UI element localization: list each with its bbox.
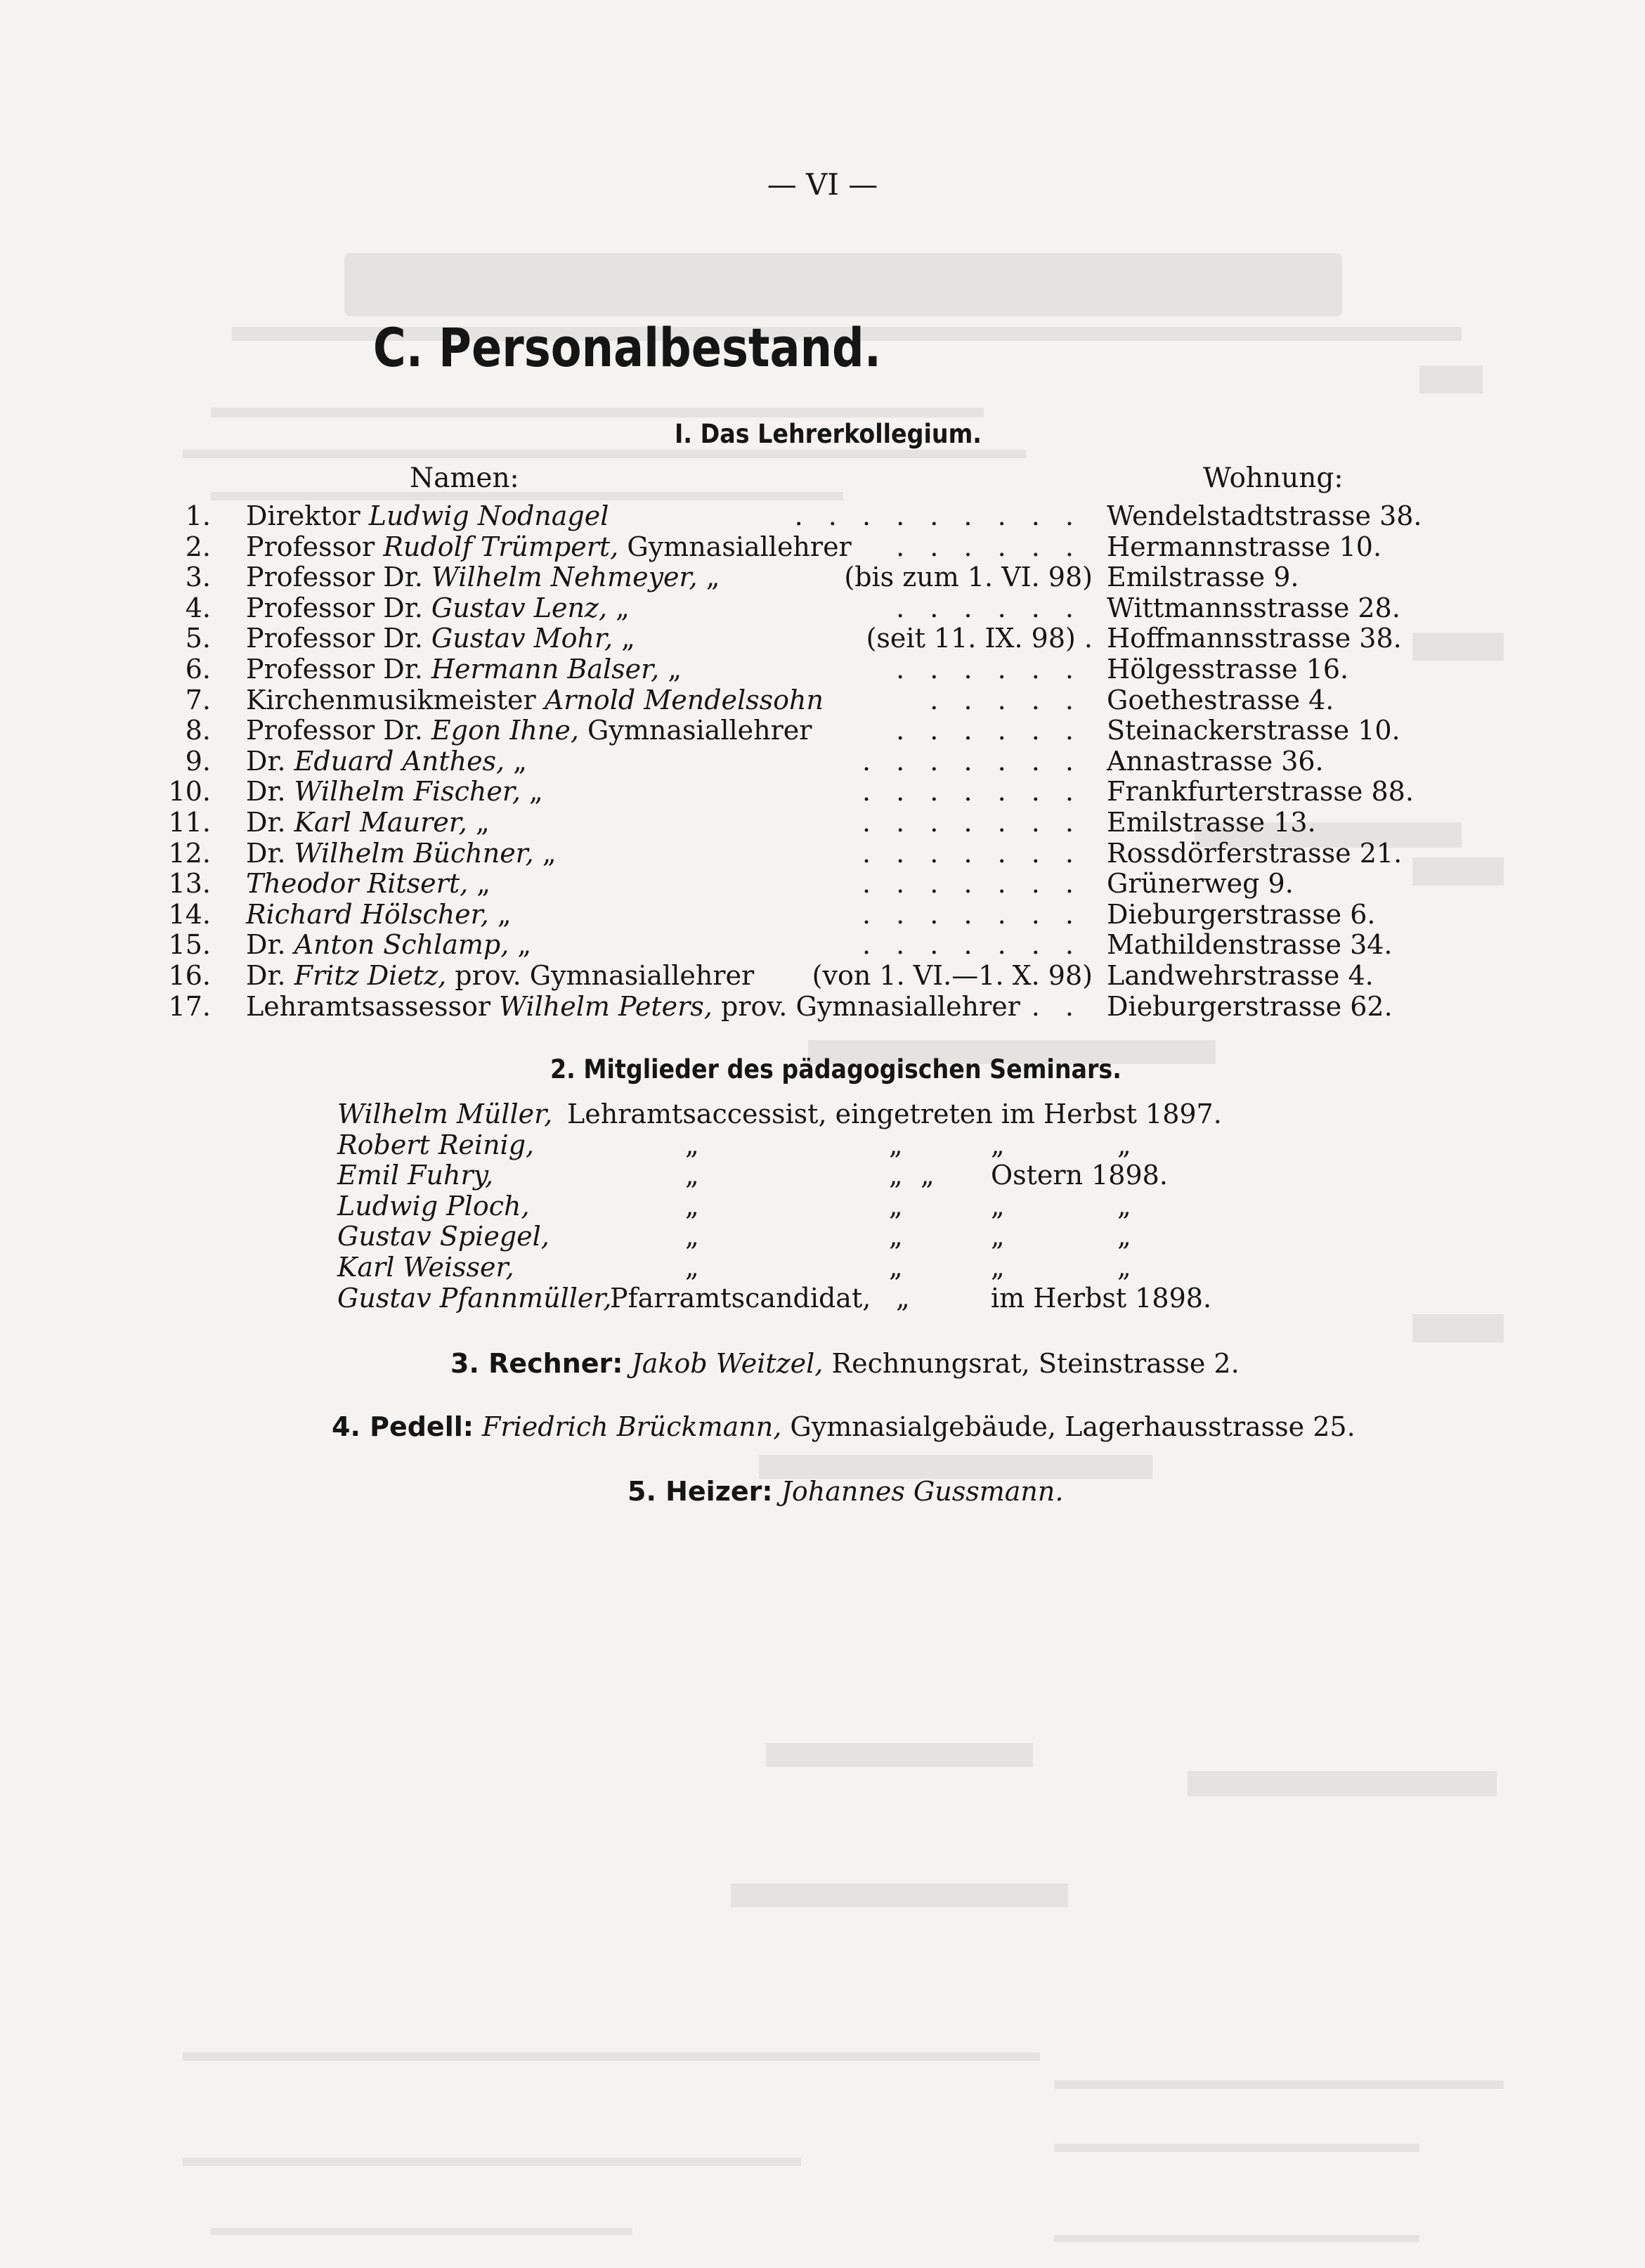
staff-name: Wilhelm Nehmeyer, (431, 562, 698, 593)
page-title: C. Personalbestand. (372, 316, 882, 379)
staff-role: prov. Gymnasiallehrer (455, 960, 755, 991)
staff-row (0, 838, 1645, 869)
staff-entry (246, 746, 527, 777)
staff-number: 4. (185, 592, 211, 623)
caretaker-details: Gymnasialgebäude, Lagerhausstrasse 25. (790, 1411, 1355, 1442)
staff-address: Emilstrasse 9. (1107, 562, 1299, 593)
seminar-detail: Pfarramtscandidat, (610, 1282, 871, 1314)
staff-title: Dr. (246, 745, 286, 777)
staff-address: Hermannstrasse 10. (1107, 531, 1382, 562)
staff-title: Dr. (246, 929, 286, 961)
seminar-detail: „ (685, 1190, 699, 1222)
staff-row (0, 685, 1645, 715)
staff-note: (seit 11. IX. 98) . (866, 623, 1093, 654)
staff-name: Gustav Mohr, (431, 623, 613, 654)
staff-row (0, 807, 1645, 838)
staff-address: Emilstrasse 13. (1107, 807, 1316, 838)
staff-address: Grünerweg 9. (1107, 868, 1294, 900)
staff-address: Dieburgerstrasse 6. (1107, 898, 1376, 930)
seminar-member-name: Emil Fuhry, (337, 1160, 494, 1191)
seminar-member-name: Wilhelm Müller, (337, 1099, 553, 1129)
staff-name: Anton Schlamp, (294, 929, 509, 961)
staff-title: Lehramtsassessor (246, 990, 491, 1022)
staff-role: prov. Gymnasiallehrer (720, 990, 1020, 1022)
staff-title: Professor (246, 531, 375, 562)
staff-role: „ (621, 623, 635, 654)
staff-role: „ (529, 776, 543, 808)
staff-title: Direktor (246, 500, 360, 531)
staff-role: „ (513, 745, 527, 777)
staff-title: Kirchenmusikmeister (246, 684, 536, 715)
staff-name: Ludwig Nodnagel (368, 500, 609, 531)
staff-address: Dieburgerstrasse 62. (1107, 990, 1393, 1022)
column-header-address: Wohnung: (1203, 462, 1344, 494)
leader-dots: . . . . . . . . . (794, 500, 1082, 531)
seminar-detail: „ (921, 1160, 935, 1191)
staff-number: 17. (168, 990, 211, 1022)
seminar-detail: „ (889, 1221, 903, 1252)
staff-name: Arnold Mendelssohn (544, 684, 824, 715)
seminar-detail: „ (1117, 1129, 1131, 1160)
staff-address: Goethestrasse 4. (1107, 684, 1334, 715)
staff-name: Wilhelm Büchner, (294, 837, 534, 869)
stoker-line (628, 1476, 1063, 1507)
caretaker-name: Friedrich Brückmann, (482, 1411, 782, 1442)
staff-row (0, 531, 1645, 562)
leader-dots: . . . . . . . (861, 929, 1082, 961)
staff-entry (246, 685, 824, 715)
staff-number: 3. (185, 562, 211, 593)
seminar-detail: „ (889, 1252, 903, 1283)
seminar-row (0, 1283, 1645, 1314)
staff-entry (246, 500, 609, 531)
staff-row (0, 500, 1645, 531)
seminar-row (0, 1221, 1645, 1252)
seminar-detail: „ (1117, 1190, 1131, 1222)
staff-number: 15. (168, 929, 211, 961)
staff-note: (bis zum 1. VI. 98) (844, 562, 1093, 593)
staff-row (0, 654, 1645, 685)
staff-name: Rudolf Trümpert, (383, 531, 619, 562)
seminar-member-name: Ludwig Ploch, (337, 1190, 530, 1222)
staff-address: Hoffmannsstrasse 38. (1107, 623, 1402, 654)
staff-role: „ (475, 807, 490, 838)
staff-address: Hölgesstrasse 16. (1107, 654, 1349, 685)
staff-entry (246, 991, 1020, 1022)
staff-address: Steinackerstrasse 10. (1107, 715, 1400, 746)
treasurer-details: Rechnungsrat, Steinstrasse 2. (831, 1348, 1240, 1379)
staff-entry (246, 868, 490, 899)
seminar-detail: „ (991, 1190, 1005, 1222)
leader-dots: . . . . . . . (861, 745, 1082, 777)
seminar-detail: „ (991, 1129, 1005, 1160)
staff-name: Wilhelm Peters, (499, 990, 713, 1022)
staff-title: Dr. (246, 807, 286, 838)
staff-role: Gymnasiallehrer (587, 715, 812, 746)
staff-row (0, 623, 1645, 654)
staff-entry (246, 807, 490, 838)
staff-title: Professor Dr. (246, 654, 423, 685)
seminar-detail: „ (896, 1282, 910, 1314)
leader-dots: . . . . . . (896, 654, 1082, 685)
staff-role: „ (497, 898, 512, 930)
staff-title: Dr. (246, 776, 286, 808)
staff-row (0, 592, 1645, 623)
seminar-detail: „ (685, 1252, 699, 1283)
leader-dots: . . . . . . (896, 715, 1082, 746)
staff-name: Eduard Anthes, (294, 745, 505, 777)
staff-entry (246, 623, 635, 654)
seminar-detail: „ (685, 1129, 699, 1160)
leader-dots: . . . . . . . (861, 868, 1082, 900)
staff-entry (246, 838, 557, 869)
staff-entry (246, 715, 812, 746)
leader-dots: . . . . . . . (861, 776, 1082, 808)
seminar-member-name: Gustav Spiegel, (337, 1221, 550, 1252)
seminar-member-name: Gustav Pfannmüller, (337, 1282, 612, 1314)
staff-row (0, 991, 1645, 1022)
staff-number: 5. (185, 623, 211, 654)
section-heading-lehrerkollegium: I. Das Lehrerkollegium. (675, 419, 982, 449)
staff-row (0, 715, 1645, 746)
staff-row (0, 562, 1645, 592)
treasurer-line (450, 1348, 1240, 1379)
staff-address: Landwehrstrasse 4. (1107, 960, 1374, 991)
staff-note: (von 1. VI.—1. X. 98) (812, 960, 1093, 991)
staff-number: 10. (168, 776, 211, 808)
seminar-row (0, 1252, 1645, 1283)
treasurer-label: 3. Rechner: (450, 1348, 623, 1379)
leader-dots: . . . . . . (896, 531, 1082, 562)
staff-name: Theodor Ritsert, (246, 868, 469, 900)
staff-name: Karl Maurer, (294, 807, 467, 838)
stoker-name: Johannes Gussmann. (781, 1476, 1064, 1507)
leader-dots: . . . . . . . (861, 807, 1082, 838)
staff-entry (246, 929, 531, 960)
seminar-row (0, 1191, 1645, 1222)
staff-role: „ (616, 592, 630, 623)
caretaker-line (332, 1411, 1355, 1442)
staff-address: Rossdörferstrasse 21. (1107, 837, 1403, 869)
staff-number: 14. (168, 898, 211, 930)
staff-name: Hermann Balser, (431, 654, 660, 685)
staff-number: 9. (185, 745, 211, 777)
staff-entry (246, 899, 512, 930)
staff-name: Egon Ihne, (431, 715, 579, 746)
staff-number: 1. (185, 500, 211, 531)
staff-title: Professor Dr. (246, 623, 423, 654)
staff-address: Wendelstadtstrasse 38. (1107, 500, 1422, 531)
staff-entry (246, 960, 754, 991)
staff-name: Fritz Dietz, (294, 960, 447, 991)
leader-dots: . . . . . (930, 684, 1082, 715)
staff-entry (246, 592, 630, 623)
staff-row (0, 776, 1645, 807)
staff-entry (246, 654, 682, 685)
seminar-detail: „ (889, 1160, 903, 1191)
seminar-member-name: Karl Weisser, (337, 1252, 514, 1283)
staff-role: „ (668, 654, 682, 685)
staff-number: 16. (168, 960, 211, 991)
staff-title: Dr. (246, 960, 286, 991)
staff-address: Frankfurterstrasse 88. (1107, 776, 1414, 808)
staff-entry (246, 531, 852, 562)
seminar-detail: im Herbst 1898. (991, 1282, 1212, 1314)
leader-dots: . . . . . . . (861, 837, 1082, 869)
seminar-detail: „ (685, 1221, 699, 1252)
leader-dots: . . . . . . (896, 592, 1082, 623)
column-header-name: Namen: (410, 462, 519, 494)
leader-dots: . . (1031, 990, 1082, 1022)
seminar-row (0, 1129, 1645, 1160)
staff-entry (246, 776, 543, 807)
staff-role: „ (517, 929, 532, 961)
staff-address: Mathildenstrasse 34. (1107, 929, 1393, 961)
staff-row (0, 929, 1645, 960)
caretaker-label: 4. Pedell: (332, 1411, 474, 1442)
staff-role: „ (542, 837, 557, 869)
staff-number: 6. (185, 654, 211, 685)
staff-name: Richard Hölscher, (246, 898, 489, 930)
staff-name: Gustav Lenz, (431, 592, 608, 623)
staff-address: Annastrasse 36. (1107, 745, 1324, 777)
stoker-label: 5. Heizer: (628, 1476, 773, 1507)
seminar-member-name: Robert Reinig, (337, 1129, 535, 1160)
staff-title: Professor Dr. (246, 715, 423, 746)
staff-number: 7. (185, 684, 211, 715)
seminar-row (0, 1099, 1645, 1129)
staff-row (0, 960, 1645, 991)
staff-number: 11. (168, 807, 211, 838)
page-number: — VI — (767, 167, 878, 202)
seminar-row (0, 1160, 1645, 1191)
staff-entry (246, 562, 720, 592)
leader-dots: . . . . . . . (861, 898, 1082, 930)
staff-row (0, 868, 1645, 899)
seminar-detail: „ (889, 1129, 903, 1160)
staff-number: 12. (168, 837, 211, 869)
staff-row (0, 746, 1645, 777)
staff-name: Wilhelm Fischer, (294, 776, 521, 808)
staff-role: Gymnasiallehrer (627, 531, 852, 562)
seminar-detail: Ostern 1898. (991, 1160, 1168, 1191)
staff-number: 8. (185, 715, 211, 746)
staff-address: Wittmannsstrasse 28. (1107, 592, 1400, 623)
seminar-detail: „ (889, 1190, 903, 1222)
seminar-detail: „ (685, 1160, 699, 1191)
staff-number: 2. (185, 531, 211, 562)
seminar-detail: „ (991, 1221, 1005, 1252)
treasurer-name: Jakob Weitzel, (631, 1348, 824, 1379)
staff-title: Professor Dr. (246, 562, 423, 593)
staff-title: Professor Dr. (246, 592, 423, 623)
seminar-detail: „ (991, 1252, 1005, 1283)
section-heading-seminar: 2. Mitglieder des pädagogischen Seminars. (550, 1054, 1121, 1084)
seminar-detail: „ (1117, 1221, 1131, 1252)
staff-row (0, 899, 1645, 930)
staff-number: 13. (168, 868, 211, 900)
seminar-detail: Lehramtsaccessist, eingetreten im Herbst 1897. (567, 1099, 1222, 1129)
staff-role: „ (706, 562, 720, 593)
staff-role: „ (476, 868, 490, 900)
staff-title: Dr. (246, 837, 286, 869)
seminar-detail: „ (1117, 1252, 1131, 1283)
